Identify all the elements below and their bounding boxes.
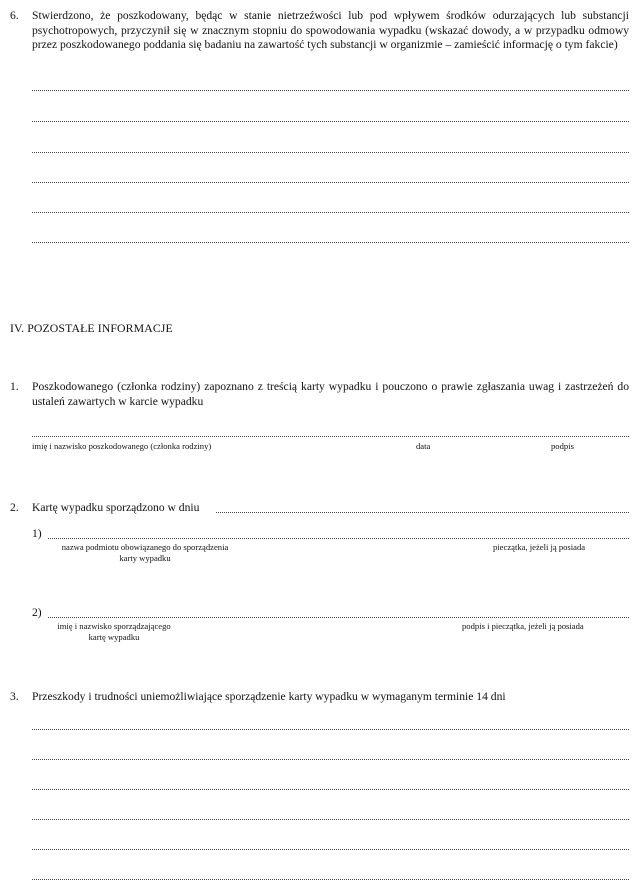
answer-line[interactable] [32,212,629,213]
caption-name: imię i nazwisko poszkodowanego (członka rodziny) [32,441,212,451]
item-3-text: Przeszkody i trudności uniemożliwiające sporządzenie karty wypadku w wymaganym terminie 14 dni [32,690,506,703]
answer-line[interactable] [32,759,629,760]
answer-line[interactable] [32,819,629,820]
item-6-text: Stwierdzono, że poszkodowany, będąc w stanie nietrzeźwości lub pod wpływem środków odurzających lub substancji psychotropowych, przyczynił się w znacznym stopniu do spowodowania wypadku (wskazać dowody, a w przypadku odmowy przez poszkodowanego poddania się badaniu na zawartość tych substancji w organizmie – zamieścić informację o tym fakcie) [32,9,629,51]
item-1-number: 1. [10,380,19,393]
signature-line[interactable] [32,436,629,437]
sub-1-label: 1) [32,527,42,540]
sub-2-label: 2) [32,606,42,619]
caption-preparer-line2: kartę wypadku [88,632,140,642]
caption-entity-name [32,542,258,564]
answer-line[interactable] [32,152,629,153]
answer-line[interactable] [32,121,629,122]
answer-line[interactable] [32,242,629,243]
caption-stamp: pieczątka, jeżeli ją posiada [493,542,586,552]
answer-line[interactable] [32,789,629,790]
answer-line[interactable] [32,849,629,850]
date-field-line[interactable] [216,512,629,513]
section-4-title: IV. POZOSTAŁE INFORMACJE [10,321,173,335]
answer-line[interactable] [32,90,629,91]
caption-date: data [416,441,431,451]
answer-line[interactable] [32,879,629,880]
caption-preparer-line1: imię i nazwisko sporządzającego [57,621,171,631]
caption-signature-stamp: podpis i pieczątka, jeżeli ją posiada [462,621,584,631]
caption-signature: podpis [551,441,574,451]
item-2-text: Kartę wypadku sporządzono w dniu [32,501,200,514]
entity-name-line[interactable] [48,538,629,539]
caption-entity-name-line1: nazwa podmiotu obowiązanego do sporządzenia [61,542,229,552]
answer-line[interactable] [32,182,629,183]
answer-line[interactable] [32,729,629,730]
item-3-number: 3. [10,690,19,703]
item-1-text: Poszkodowanego (członka rodziny) zapoznano z treścią karty wypadku i pouczono o prawie zgłaszania uwag i zastrzeżeń do ustaleń zawartych w karcie wypadku [32,380,629,408]
caption-preparer [32,621,196,643]
preparer-name-line[interactable] [48,617,629,618]
caption-entity-name-line2: karty wypadku [119,553,171,563]
item-2-number: 2. [10,501,19,514]
item-6-number: 6. [10,9,19,22]
